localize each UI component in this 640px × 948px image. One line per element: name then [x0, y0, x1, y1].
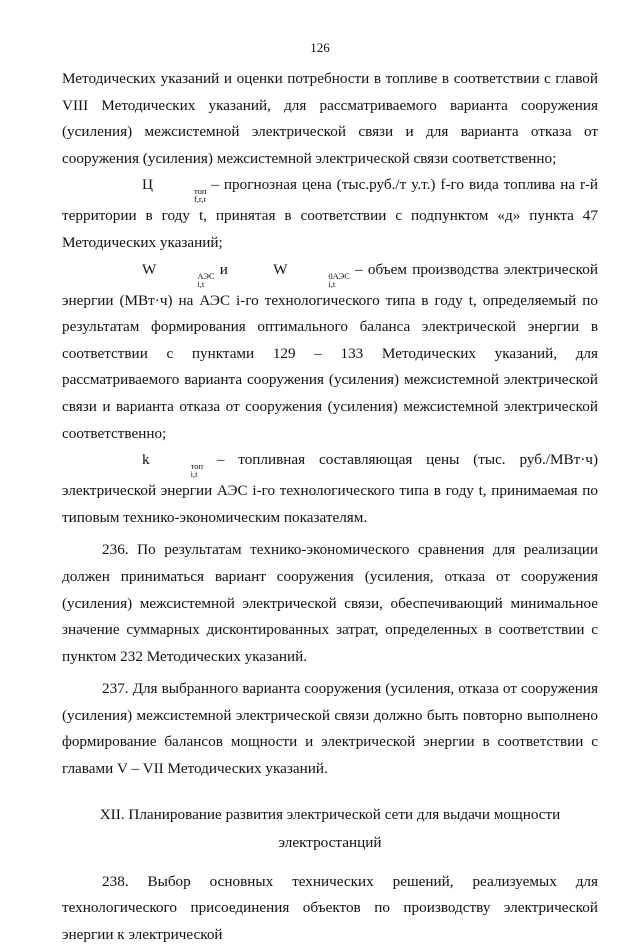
- definition-text: – топливная составляющая цены (тыс. руб./МВт·ч) электрической энергии АЭС i-го технологического типа в году t, принимаемая по типовым технико-экономическим показателям.: [62, 451, 598, 526]
- heading-line-2: электростанций: [278, 833, 382, 851]
- paragraph-continued: Методических указаний и оценки потребности в топливе в соответствии с главой VIII Методических указаний, для рассматриваемого варианта сооружения (усиления) межсистемной электрической связи и для варианта отказа от сооружения (усиления) межсистемной электрической связи соответственно;: [62, 70, 598, 167]
- symbol-energy-w0: W 0АЭС i,t: [273, 260, 350, 289]
- paragraph-237: 237. Для выбранного варианта сооружения (усиления, отказа от сооружения (усиления) межсистемной электрической связи должно быть повторно выполнено формирование балансов мощности и электрической энергии в соответствии с главами V – VII Методических указаний.: [62, 680, 598, 778]
- page-body: [62, 66, 598, 948]
- paragraph-238: 238. Выбор основных технических решений, реализуемых для технологического присоединения объектов по производству электрической энергии к электрической: [62, 872, 598, 943]
- page-number: 126: [310, 40, 330, 55]
- superscript: топ: [193, 186, 207, 197]
- definition-fuel-price: [62, 172, 598, 256]
- subscript: f,r,t: [193, 194, 206, 205]
- definition-text: – прогнозная цена (тыс.руб./т у.т.) f-го вида топлива на r-й территории в году t, принятая в соответствии с подпунктом «д» пункта 47 Методических указаний;: [62, 176, 598, 251]
- symbol-fuel-price: Ц топ f,r,t: [142, 176, 207, 205]
- section-heading-xii: [62, 801, 598, 857]
- symbol-energy-w: W АЭС i,t: [142, 260, 215, 289]
- paragraph-236: 236. По результатам технико-экономического сравнения для реализации должен приниматься вариант сооружения (усиления, отказа от сооружения (усиления) межсистемной электрической связи, обеспечивающий минимальное значение суммарных дисконтированных затрат, определенных в соответствии с пунктом 232 Методических указаний.: [62, 541, 598, 665]
- definition-text: – объем производства электрической энергии (МВт·ч) на АЭС i-го технологического типа в году t, определяемый по результатам формирования оптимального баланса электрической энергии в соответствии с пунктами 129 – 133 Методических указаний, для рассматриваемого варианта сооружения (усиления) межсистемной электрической связи и варианта отказа от сооружения (усиления) межсистемной электрической соответственно;: [62, 260, 598, 442]
- definition-fuel-component: [62, 447, 598, 531]
- definition-energy-output: W АЭС i,t и W 0АЭС i,t – объем производства электрической энергии (МВт·ч) на АЭС i-го технологического типа в году t, определяемый по результатам формирования оптимального баланса электрической энергии в соответствии с пунктами 129 – 133 Методических указаний, для рассматриваемого варианта сооружения (усиления) межсистемной электрической связи и варианта отказа от сооружения (усиления) межсистемной электрической соответственно;: [62, 257, 598, 448]
- symbol-fuel-component: k топ i,t: [142, 451, 203, 480]
- heading-line-1: XII. Планирование развития электрической сети для выдачи мощности: [99, 805, 561, 823]
